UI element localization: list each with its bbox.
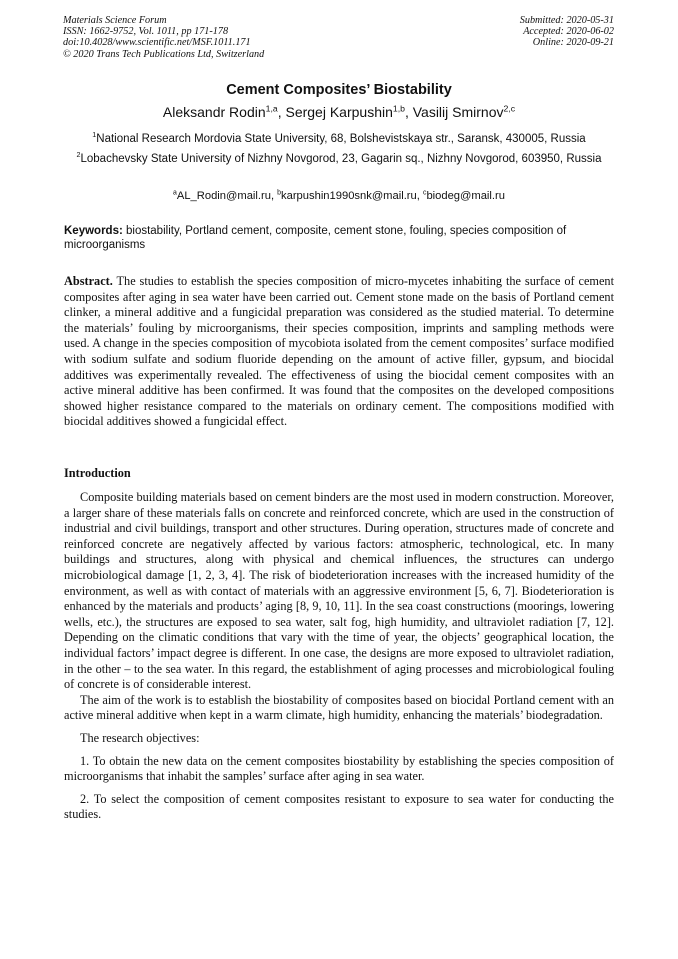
keywords-text: biostability, Portland cement, composite, cement stone, fouling, species composition of microorganisms — [64, 225, 567, 251]
journal-header — [63, 15, 264, 60]
email-link[interactable]: AL_Rodin@mail.ru — [176, 190, 271, 202]
keywords-block — [64, 224, 614, 252]
author-sup: 2,c — [503, 103, 516, 114]
affiliation-2 — [64, 151, 614, 167]
submitted-date: Submitted: 2020-05-31 — [519, 15, 614, 26]
accepted-date: Accepted: 2020-06-02 — [523, 26, 614, 38]
affiliation-text: National Research Mordovia State University, 68, Bolshevistskaya str., Saransk, 430005, Russia — [96, 133, 586, 145]
paper-title: Cement Composites’ Biostability — [226, 82, 452, 98]
introduction-body — [64, 490, 614, 823]
abstract-label: Abstract. — [64, 274, 113, 288]
objective-item: 2. To select the composition of cement composites resistant to exposure to sea water for conducting the studies. — [64, 791, 614, 822]
abstract-block — [64, 274, 614, 430]
issn-line: ISSN: 1662-9752, Vol. 1011, pp 171-178 — [63, 26, 229, 38]
abstract-text: The studies to establish the species composition of micro-mycetes inhabiting the surface of cement composites after aging in sea water have been carried out. Cement stone made on the basis of Portland cement clinker, a mineral additive and a fungicidal preparation was considered as the studied material. To determine the materials’ fouling by microorganisms, their species composition, imprints and sampling methods were used. A change in the species composition of mycobiota isolated from the cement composites’ surface modified with sodium sulfate and sodium fluoride depending on the amount of active filler, gypsum, and biocidal additives was experimentally revealed. The effectiveness of using the biocidal cement composites with an active mineral additive has been confirmed. It was found that the composites on the developed compositions showed higher resistance compared to the materials on ordinary cement. The compositions modified with biocidal additives showed a fungicidal effect. — [64, 274, 614, 429]
email-sup: b — [277, 189, 282, 197]
affiliation-sup: 2 — [76, 151, 81, 160]
introduction-heading: Introduction — [64, 466, 131, 480]
objectives-heading: The research objectives: — [80, 730, 200, 745]
author-list: Aleksandr Rodin$^{1,a}$, Sergej Karpushin$^{1,b}$, Vasilij Smirnov$^{2,c}$ — [162, 103, 516, 120]
author-name: Vasilij Smirnov — [412, 104, 504, 120]
objective-item: 1. To obtain the new data on the cement composites biostability by establishing the species composition of microorganisms that inhabit the samples’ surface after aging in sea water. — [64, 753, 614, 784]
journal-name: Materials Science Forum — [63, 15, 167, 26]
affiliation-sup: 1 — [92, 131, 97, 140]
copyright-line: © 2020 Trans Tech Publications Ltd, Switzerland — [63, 48, 265, 60]
email-sup: c — [422, 189, 427, 197]
email-list: $^a$AL_Rodin@mail.ru, $^b$karpushin1990snk@mail.ru, $^c$biodeg@mail.ru — [173, 189, 505, 202]
intro-paragraph: Composite building materials based on cement binders are the most used in modern construction. Moreover, a larger share of these materials falls on concrete and reinforced concrete, which are used in the construction of industrial and civil buildings, transport and other structures. During operation, structures made of concrete and reinforced concrete are negatively affected by various factors: atmospheric, technological, etc. In many buildings and structures, along with physical and chemical influences, the structures can undergo microbiological damage [1, 2, 3, 4]. The risk of biodeterioration increases with the increased humidity of the environment, as well as with contact of materials with an aggressive environment [5, 6, 7]. Biodeterioration is enhanced by the materials and products’ aging [8, 9, 10, 11]. In the sea coast constructions (moorings, lowering wells, etc.), the structures are exposed to sea water, salt fog, high humidity, and ultraviolet radiation [7, 12]. Depending on the climatic conditions that vary with the time of year, the objects’ geographical location, the individual factors’ impact degree is different. In one case, the designs are more exposed to ultraviolet radiation, in the other – to the sea water. In this regard, the establishment of aging processes and microbiological fouling of concrete is of considerable interest. — [64, 490, 614, 692]
affiliation-1 — [64, 131, 614, 147]
author-sup: 1,a — [265, 103, 278, 114]
email-sup: a — [173, 189, 177, 197]
affiliation-text: Lobachevsky State University of Nizhny Novgorod, 23, Gagarin sq., Nizhny Novgorod, 603950, Russia — [80, 153, 602, 165]
intro-paragraph: The aim of the work is to establish the biostability of composites based on biocidal Portland cement with an active mineral additive when kept in a warm climate, high humidity, enhancing the materials’ biodegradation. — [64, 692, 614, 723]
email-link[interactable]: karpushin1990snk@mail.ru — [281, 190, 417, 202]
author-name: Sergej Karpushin — [285, 104, 393, 120]
online-date: Online: 2020-09-21 — [532, 37, 614, 49]
dates-header — [520, 15, 614, 49]
keywords-label: Keywords: — [64, 225, 123, 237]
doi-line: doi:10.4028/www.scientific.net/MSF.1011.171 — [63, 37, 251, 49]
author-name: Aleksandr Rodin — [162, 104, 266, 120]
author-sup: 1,b — [392, 103, 405, 114]
email-link[interactable]: biodeg@mail.ru — [426, 190, 505, 202]
